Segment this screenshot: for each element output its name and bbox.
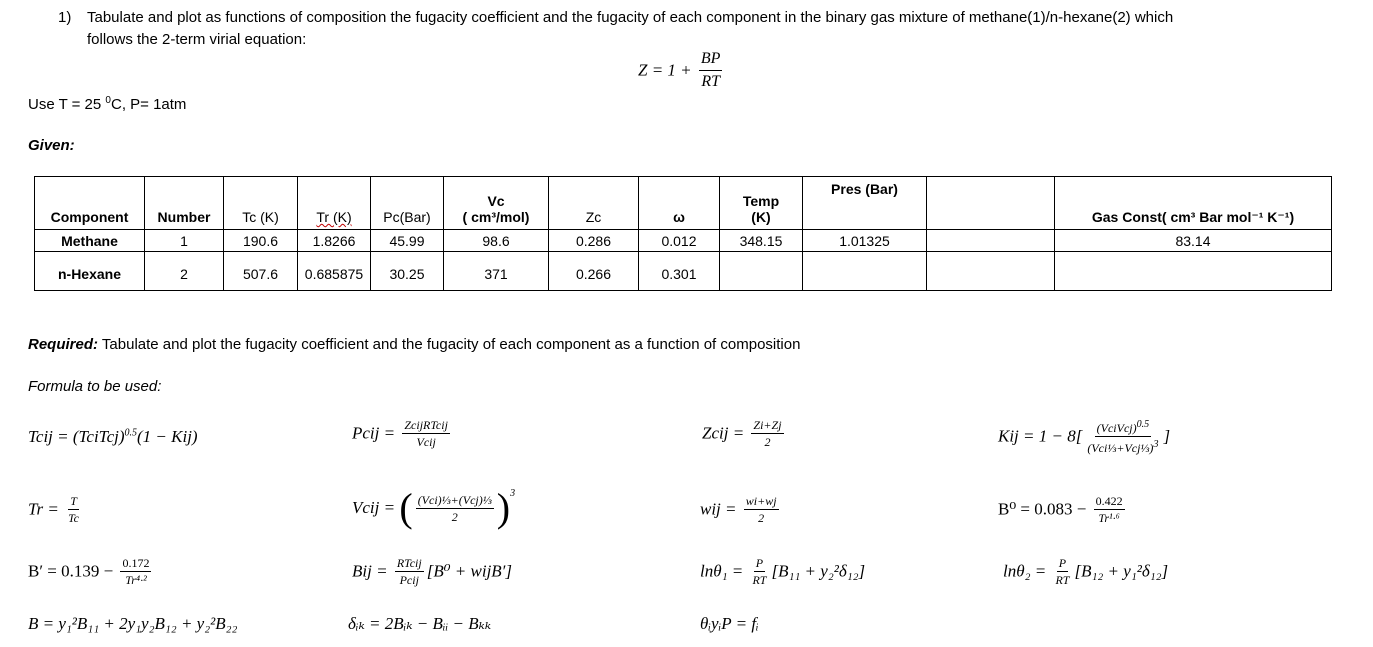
table-header-row (35, 177, 1332, 230)
b1-den: Tr⁴·² (125, 573, 147, 587)
ln2-fraction (1053, 556, 1071, 587)
table-row (35, 230, 1332, 252)
header-component: Component (35, 177, 145, 230)
row1-tr: 1.8266 (298, 230, 371, 252)
formula-ln2 (1003, 556, 1168, 587)
vcij-den: 2 (451, 509, 458, 524)
table-row (35, 252, 1332, 291)
header-tr: Tr (K) (298, 177, 371, 230)
properties-table (34, 176, 1332, 291)
b1-lhs: B′ = 0.139 − (28, 561, 114, 581)
tr-den: Tc (68, 511, 80, 525)
ln2-lhs: lnθ₂ = (1003, 561, 1047, 581)
header-gas-const: Gas Const( cm³ Bar mol⁻¹ K⁻¹) (1055, 177, 1332, 230)
tr-lhs: Tr = (28, 499, 59, 519)
kij-lhs: Kij = 1 − 8[ (998, 426, 1083, 446)
wij-fraction (744, 494, 779, 525)
vcij-lhs: Vcij = (352, 498, 396, 517)
header-number: Number (145, 177, 224, 230)
row2-zc: 0.266 (549, 252, 639, 291)
pcij-lhs: Pcij = (352, 423, 396, 443)
wij-den: 2 (758, 511, 765, 525)
kij-num-base: (VciVcj) (1096, 421, 1137, 435)
formula-wij (700, 494, 782, 525)
row1-vc: 98.6 (444, 230, 549, 252)
problem-number: 1) (58, 9, 72, 26)
kij-num (1095, 418, 1151, 437)
ln1-den: RT (752, 573, 767, 587)
header-vc-unit: ( cm³/mol) (462, 209, 530, 225)
virial-den: RT (701, 73, 721, 90)
ln1-lhs: lnθ₁ = (700, 561, 744, 581)
row2-vc: 371 (444, 252, 549, 291)
header-tc: Tc (K) (224, 177, 298, 230)
row1-blank (927, 230, 1055, 252)
kij-den-base: (Vci⅓+Vcj⅓) (1087, 441, 1154, 455)
ln2-tail: [B₁₂ + y₁²δ₁₂] (1074, 561, 1169, 581)
required-line (28, 336, 800, 353)
row2-tc: 507.6 (224, 252, 298, 291)
b0-fraction (1094, 494, 1125, 525)
formula-bij (352, 556, 512, 587)
virial-fraction (699, 49, 723, 92)
tcij-tail: (1 − Kij) (137, 427, 198, 446)
bij-tail: [B⁰ + wijB′] (426, 561, 513, 581)
row1-temp: 348.15 (720, 230, 803, 252)
b0-lhs: B⁰ = 0.083 − (998, 499, 1087, 519)
ln1-num: P (755, 556, 764, 570)
header-vc-top: Vc (487, 193, 505, 209)
b0-den: Tr¹·⁶ (1098, 511, 1120, 525)
row1-gas-const: 83.14 (1055, 230, 1332, 252)
wij-lhs: wij = (700, 499, 737, 519)
formula-vcij (352, 485, 516, 530)
header-temp-unit: (K) (751, 209, 771, 225)
vcij-num: (Vci)⅓+(Vcj)⅓ (417, 492, 492, 507)
b1-num: 0.172 (122, 556, 150, 570)
b0-num: 0.422 (1095, 494, 1123, 508)
pcij-den: Vcij (416, 435, 436, 449)
row2-temp (720, 252, 803, 291)
header-temp (720, 177, 803, 230)
row1-pc: 45.99 (371, 230, 444, 252)
kij-den-exp: 3 (1153, 439, 1159, 450)
given-label: Given: (28, 137, 75, 154)
conditions (28, 95, 186, 113)
virial-equation (638, 49, 725, 92)
formula-delta: δᵢₖ = 2Bᵢₖ − Bᵢᵢ − Bₖₖ (348, 614, 492, 633)
row2-pc: 30.25 (371, 252, 444, 291)
row2-gas-const (1055, 252, 1332, 291)
row2-blank (927, 252, 1055, 291)
header-temp-top: Temp (742, 193, 780, 209)
zcij-fraction (751, 418, 783, 449)
kij-tail: ] (1163, 426, 1171, 446)
formula-kij (998, 418, 1170, 455)
bij-fraction (395, 556, 424, 587)
header-vc (444, 177, 549, 230)
formula-zcij (702, 418, 787, 449)
formula-pcij (352, 418, 453, 449)
bij-num: RTcij (396, 556, 422, 570)
formula-b1 (28, 556, 154, 587)
row1-component: Methane (35, 230, 145, 252)
ln1-fraction (750, 556, 768, 587)
wij-num: wi+wj (745, 494, 777, 508)
pcij-fraction (402, 418, 450, 449)
header-zc: Zc (549, 177, 639, 230)
formula-tcij (28, 427, 198, 447)
vcij-paren-left: ( (399, 485, 413, 530)
row1-pres: 1.01325 (803, 230, 927, 252)
formula-bmix: B = y₁²B₁₁ + 2y₁y₂B₁₂ + y₂²B₂₂ (28, 614, 238, 633)
header-pres: Pres (Bar) (803, 177, 927, 230)
vcij-paren-right: ) (496, 485, 511, 530)
formula-ln1 (700, 556, 865, 587)
zcij-lhs: Zcij = (702, 423, 745, 443)
row1-number: 1 (145, 230, 224, 252)
bij-lhs: Bij = (352, 561, 388, 581)
formula-b0 (998, 494, 1128, 525)
row1-zc: 0.286 (549, 230, 639, 252)
kij-den (1085, 437, 1160, 455)
pcij-num: ZcijRTcij (404, 418, 448, 432)
vcij-fraction (416, 493, 494, 524)
row2-component: n-Hexane (35, 252, 145, 291)
conditions-prefix: Use T = 25 (28, 96, 106, 113)
tr-num: T (70, 494, 77, 508)
problem-text-line1: Tabulate and plot as functions of composition the fugacity coefficient and the fugacity of each component in the binary gas mixture of methane(1)/n-hexane(2) which (87, 9, 1174, 26)
conditions-degree: 0 (105, 95, 111, 106)
header-blank (927, 177, 1055, 230)
ln2-num: P (1058, 556, 1067, 570)
row2-tr: 0.685875 (298, 252, 371, 291)
header-pc: Pc(Bar) (371, 177, 444, 230)
b1-fraction (120, 556, 151, 587)
vcij-exp: 3 (510, 488, 516, 499)
conditions-suffix: C, P= 1atm (110, 96, 187, 113)
tr-fraction (66, 494, 81, 525)
required-text: Tabulate and plot the fugacity coefficient and the fugacity of each component as a function of composition (98, 336, 801, 353)
row2-pres (803, 252, 927, 291)
row1-omega: 0.012 (639, 230, 720, 252)
problem-text-line2: follows the 2-term virial equation: (87, 31, 307, 48)
row2-number: 2 (145, 252, 224, 291)
kij-fraction (1085, 418, 1160, 455)
formula-tr (28, 494, 84, 525)
row1-tc: 190.6 (224, 230, 298, 252)
virial-num: BP (699, 49, 723, 71)
bij-den: Pcij (399, 573, 419, 587)
header-omega: ω (639, 177, 720, 230)
ln2-den: RT (1055, 573, 1070, 587)
formula-label: Formula to be used: (28, 378, 162, 395)
tcij-base: Tcij = (TciTcj) (28, 427, 125, 446)
tcij-exp: 0.5 (124, 427, 138, 439)
virial-lhs: Z = 1 + (638, 60, 692, 80)
zcij-den: 2 (764, 435, 771, 449)
row2-omega: 0.301 (639, 252, 720, 291)
required-label: Required: (28, 336, 99, 353)
ln1-tail: [B₁₁ + y₂²δ₁₂] (771, 561, 866, 581)
formula-fugacity: θᵢyᵢP = fᵢ (700, 614, 759, 633)
zcij-num: Zi+Zj (753, 418, 782, 432)
kij-num-exp: 0.5 (1136, 419, 1150, 430)
